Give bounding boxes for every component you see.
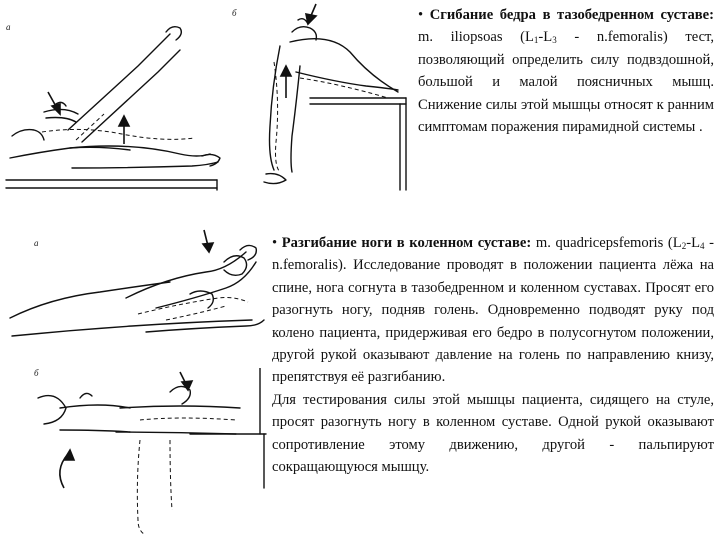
illustration-hip-flexion-supine — [2, 8, 224, 198]
section-hip-flexion-title: Сгибание бедра в тазобедренном суставе: — [429, 7, 714, 23]
segment-dash: -L — [538, 29, 553, 46]
muscle-name: m. quadricepsfemoris (L — [531, 235, 682, 251]
section-knee-extension-body: Исследование проводят в положении пациента лёжа на спине, нога согнута в тазобедренном и коленном суставах. Просят его разогнуть ногу, подняв голень. Одновременно подводят руку под колено пациента, придерживая его бедро в полусогнутом положении, другой рукой оказывают давление на голень по направлению книзу, препятствуя её разгибанию. — [272, 257, 714, 386]
section-hip-flexion-paragraph — [418, 4, 714, 138]
figure-label-a-bottom: а — [34, 238, 39, 248]
section-hip-flexion-body: тест, позволяющий определить силу подвздошной, большой и малой поясничных мышц. Снижение силы этой мышцы относят к ранним симптомам поражения пирамидной системы . — [418, 29, 714, 136]
figure-label-b-bottom: б — [34, 368, 39, 378]
illustration-knee-extension-supine — [6, 228, 268, 350]
segment-l1: 1 — [533, 35, 539, 46]
section-knee-extension-title: Разгибание ноги в коленном суставе: — [277, 235, 532, 251]
nerve-name: - n.femoralis) — [556, 29, 668, 46]
muscle-name: m. iliopsoas (L — [418, 29, 534, 46]
section-hip-flexion — [418, 4, 714, 138]
figure-label-a: а — [6, 22, 11, 32]
bullet: • — [418, 7, 424, 23]
figure-label-b: б — [232, 8, 237, 18]
nerve-name: - n.femoralis). — [272, 235, 715, 274]
illustration-knee-extension-seated — [20, 368, 268, 538]
segment-l4: 4 — [700, 241, 705, 251]
segment-dash: -L — [686, 235, 700, 251]
section-knee-extension-paragraph — [272, 232, 714, 389]
segment-l2: 2 — [681, 241, 687, 251]
illustration-hip-flexion-seated — [230, 2, 410, 192]
bullet: • — [272, 235, 278, 251]
section-knee-extension — [272, 232, 714, 478]
section-knee-extension-paragraph-2: Для тестирования силы этой мышцы пациента, сидящего на стуле, просят разогнуть ногу в коленном суставе. Одной рукой оказывают сопротивление этому движению, другой - пальпируют сокращающуюся мышцу. — [272, 391, 714, 476]
segment-l3: 3 — [552, 35, 557, 46]
